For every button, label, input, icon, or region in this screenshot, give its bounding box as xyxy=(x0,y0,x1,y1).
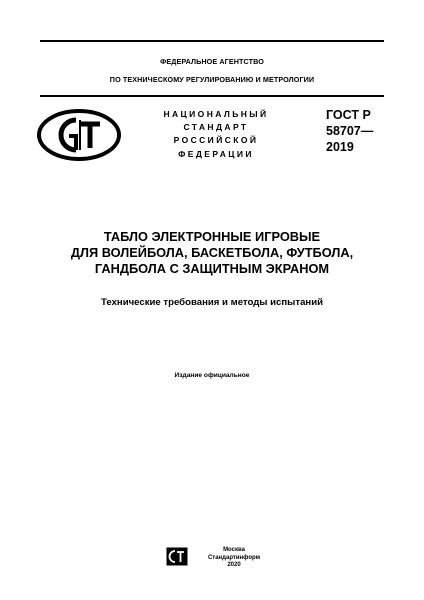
agency-line-2: ПО ТЕХНИЧЕСКОМУ РЕГУЛИРОВАНИЮ И МЕТРОЛОГИИ xyxy=(109,75,315,84)
standard-type-line: РОССИЙСКОЙ xyxy=(173,135,259,146)
gost-emblem-svg xyxy=(36,108,122,162)
publisher-info xyxy=(194,547,274,570)
publisher-emblem-svg xyxy=(166,547,188,566)
standard-number-line: 2019 xyxy=(326,140,354,154)
standard-number-line: 58707— xyxy=(326,124,374,138)
standard-type-line: ФЕДЕРАЦИИ xyxy=(178,148,254,159)
document-subtitle: Технические требования и методы испытаний xyxy=(100,297,324,308)
standard-type-block xyxy=(150,108,282,161)
edition-label: Издание официальное xyxy=(174,372,250,379)
standard-type-line: СТАНДАРТ xyxy=(183,122,249,133)
publication-year: 2020 xyxy=(227,562,241,569)
agency-line-1: ФЕДЕРАЛЬНОЕ АГЕНТСТВО xyxy=(160,57,264,66)
standard-type-line: НАЦИОНАЛЬНЫЙ xyxy=(163,109,269,119)
gost-emblem-icon xyxy=(36,108,122,162)
middle-rule xyxy=(40,95,384,97)
publisher-name: Стандартинформ xyxy=(207,554,261,561)
top-rule xyxy=(40,40,384,42)
document-title-line-1: ТАБЛО ЭЛЕКТРОННЫЕ ИГРОВЫЕ xyxy=(103,229,321,244)
publisher-city: Москва xyxy=(223,547,245,553)
standard-number-block xyxy=(326,107,396,155)
standard-number-line: ГОСТ Р xyxy=(326,108,371,122)
document-title-line-2: ДЛЯ ВОЛЕЙБОЛА, БАСКЕТБОЛА, ФУТБОЛА, xyxy=(70,245,354,260)
document-title-line-3: ГАНДБОЛА С ЗАЩИТНЫМ ЭКРАНОМ xyxy=(94,261,330,276)
publisher-emblem-icon xyxy=(166,547,188,566)
